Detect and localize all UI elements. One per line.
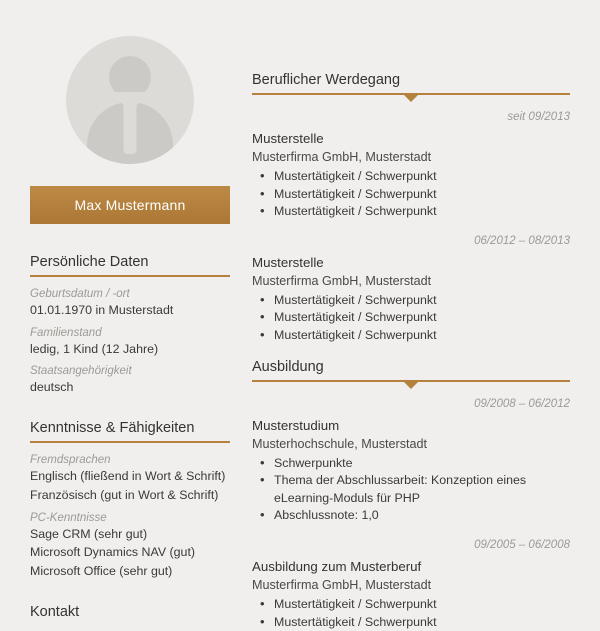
avatar xyxy=(66,36,194,164)
field-value-marital: ledig, 1 Kind (12 Jahre) xyxy=(30,341,159,356)
field-value-birth: 01.01.1970 in Musterstadt xyxy=(30,303,174,317)
entry-bullet-list xyxy=(252,292,570,345)
entry-date: seit 09/2013 xyxy=(507,111,570,123)
sidebar-column xyxy=(30,24,230,620)
entry-date: 06/2012 – 08/2013 xyxy=(474,234,570,247)
skills-value: Microsoft Office (sehr gut) xyxy=(30,564,173,579)
section-rule xyxy=(30,275,230,277)
skills-value: Französisch (gut in Wort & Schrift) xyxy=(30,487,219,502)
entry-bullet-list xyxy=(252,455,570,525)
field-label-nationality: Staatsangehörigkeit xyxy=(30,365,132,378)
skills-value: Englisch (fließend in Wort & Schrift) xyxy=(30,469,226,484)
skills-value: Sage CRM (sehr gut) xyxy=(30,526,148,541)
avatar-head-shape xyxy=(109,56,151,98)
spacer xyxy=(30,404,230,420)
field-label-birth: Geburtsdatum / -ort xyxy=(30,288,130,300)
list-item: • Mustertätigkeit / Schwerpunkt xyxy=(272,168,570,186)
list-item: • Mustertätigkeit / Schwerpunkt xyxy=(272,309,570,327)
entry-date: 09/2008 – 06/2012 xyxy=(474,397,570,410)
list-item: • Mustertätigkeit / Schwerpunkt xyxy=(272,614,570,631)
entry-title: Musterstelle xyxy=(252,254,324,270)
entry-organization: Musterfirma GmbH, Musterstadt xyxy=(252,150,432,164)
avatar-tie-shape xyxy=(124,94,137,154)
section-title-personal-data: Persönliche Daten xyxy=(30,254,149,270)
list-item: • Mustertätigkeit / Schwerpunkt xyxy=(272,203,570,221)
list-item: • Abschlussnote: 1,0 xyxy=(272,507,570,525)
field-value-nationality: deutsch xyxy=(30,380,74,395)
entry-bullet-list xyxy=(252,168,570,221)
entry-title: Musterstudium xyxy=(252,417,340,433)
entry-date: 09/2005 – 06/2008 xyxy=(474,539,570,552)
main-column xyxy=(252,24,570,629)
section-title-skills: Kenntnisse & Fähigkeiten xyxy=(30,420,195,437)
entry-title: Musterstelle xyxy=(252,131,324,146)
skills-group-label-pc: PC-Kenntnisse xyxy=(30,511,107,524)
candidate-name-band: Max Mustermann xyxy=(30,186,230,224)
list-item: • Schwerpunkte xyxy=(272,455,570,473)
section-title-career: Beruflicher Werdegang xyxy=(252,72,401,88)
list-item: • Mustertätigkeit / Schwerpunkt xyxy=(272,596,570,614)
list-item: • Thema der Abschlussarbeit: Konzeption eines eLearning-Moduls für PHP xyxy=(272,472,570,507)
entry-organization: Musterhochschule, Musterstadt xyxy=(252,436,427,451)
spacer xyxy=(30,588,230,604)
entry-organization: Musterfirma GmbH, Musterstadt xyxy=(252,578,432,593)
section-title-contact: Kontakt xyxy=(30,603,80,620)
section-rule-arrow xyxy=(252,380,570,382)
skills-group-label-languages: Fremdsprachen xyxy=(30,454,111,467)
section-rule xyxy=(30,441,230,443)
avatar-placeholder-icon xyxy=(66,36,194,164)
entry-bullet-list xyxy=(252,596,570,631)
list-item: • Mustertätigkeit / Schwerpunkt xyxy=(272,292,570,310)
list-item: • Mustertätigkeit / Schwerpunkt xyxy=(272,327,570,345)
skills-value: Microsoft Dynamics NAV (gut) xyxy=(30,545,196,560)
field-label-marital: Familienstand xyxy=(30,326,102,339)
section-title-education: Ausbildung xyxy=(252,358,324,375)
entry-title: Ausbildung zum Musterberuf xyxy=(252,559,422,575)
entry-organization: Musterfirma GmbH, Musterstadt xyxy=(252,273,432,288)
section-rule-arrow xyxy=(252,93,570,95)
list-item: • Mustertätigkeit / Schwerpunkt xyxy=(272,186,570,204)
